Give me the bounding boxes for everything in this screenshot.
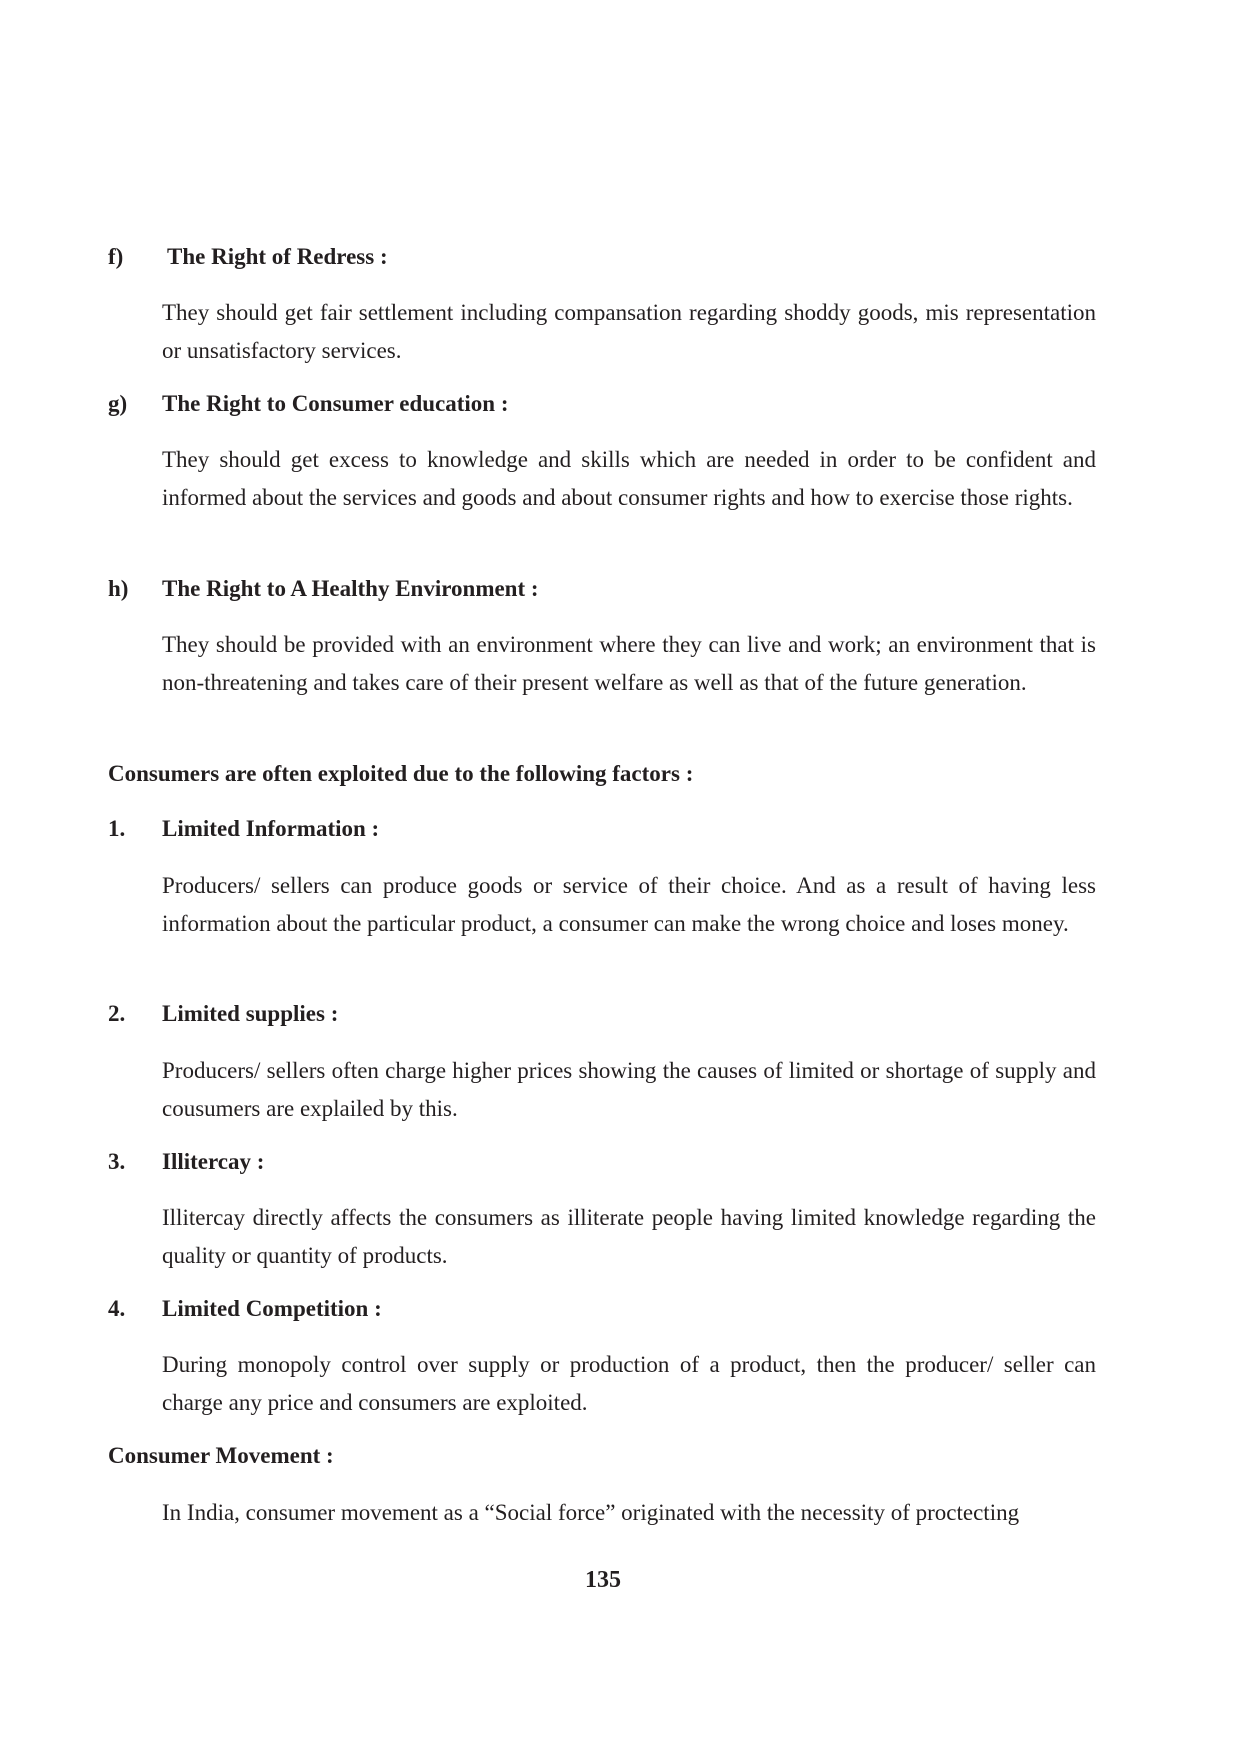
factor-title-4: Limited Competition : [162, 1296, 382, 1321]
factors-heading: Consumers are often exploited due to the following factors : [108, 761, 694, 786]
right-text-f: They should get fair settlement including compansation regarding shoddy goods, mis representation or unsatisfactory services. [162, 300, 1096, 363]
page-number: 135 [585, 1567, 621, 1593]
factor-title-1: Limited Information : [162, 816, 380, 841]
factor-title-2: Limited supplies : [162, 1001, 339, 1026]
right-title-g: The Right to Consumer education : [162, 391, 509, 416]
factor-text-1: Producers/ sellers can produce goods or service of their choice. And as a result of having less information about the particular product, a consumer can make the wrong choice and loses money. [162, 873, 1096, 936]
right-title-h: The Right to A Healthy Environment : [162, 576, 539, 601]
movement-heading: Consumer Movement : [108, 1443, 334, 1468]
movement-text: In India, consumer movement as a “Social force” originated with the necessity of proctecting [162, 1500, 1020, 1525]
right-text-h: They should be provided with an environment where they can live and work; an environment that is non-threatening and takes care of their present welfare as well as that of the future generation. [162, 632, 1096, 695]
right-title-f: The Right of Redress : [167, 244, 388, 269]
factor-title-3: Illitercay : [162, 1149, 265, 1174]
factor-marker-4: 4. [108, 1296, 126, 1321]
factor-text-3: Illitercay directly affects the consumers as illiterate people having limited knowledge regarding the quality or quantity of products. [162, 1205, 1096, 1268]
right-marker-g: g) [108, 391, 128, 416]
factor-marker-3: 3. [108, 1149, 126, 1174]
factor-text-2: Producers/ sellers often charge higher prices showing the causes of limited or shortage of supply and cousumers are explailed by this. [162, 1058, 1096, 1121]
factor-marker-1: 1. [108, 816, 126, 841]
factor-text-4: During monopoly control over supply or production of a product, then the producer/ seller can charge any price and consumers are exploited. [162, 1352, 1096, 1415]
right-marker-f: f) [108, 244, 124, 269]
right-text-g: They should get excess to knowledge and skills which are needed in order to be confident and informed about the services and goods and about consumer rights and how to exercise those rights. [162, 447, 1096, 510]
right-marker-h: h) [108, 576, 129, 601]
factor-marker-2: 2. [108, 1001, 126, 1026]
